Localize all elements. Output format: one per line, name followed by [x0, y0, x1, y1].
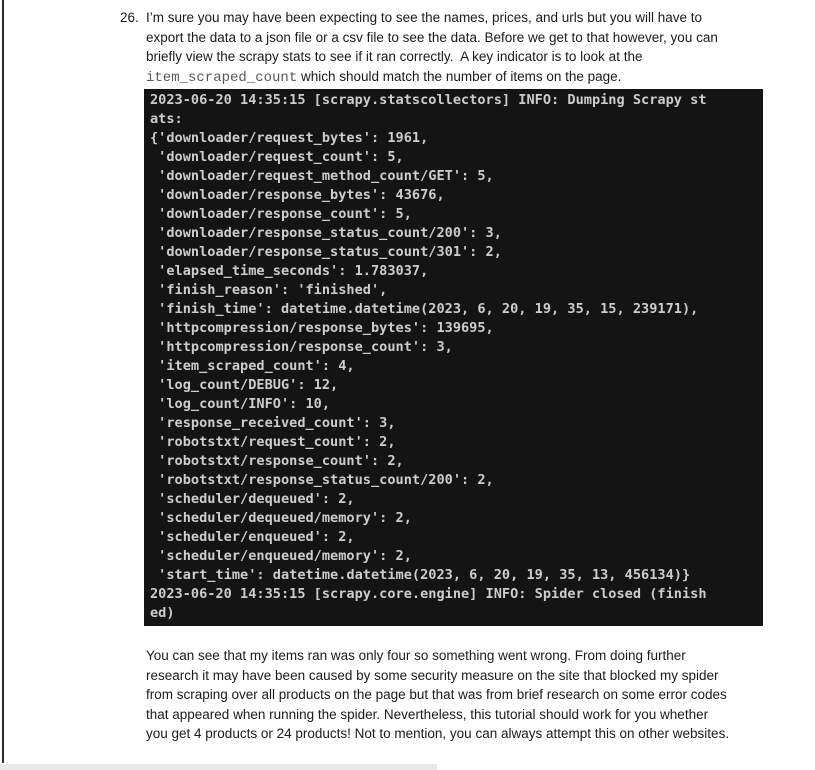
terminal-line: ats:	[150, 111, 183, 127]
intro-text-before-code: I’m sure you may have been expecting to see the names, prices, and urls but you will have to export the data to a json file or a csv file to see the data. Before we get to that however, you can briefly view the scrapy stats to see if it ran correctly. A key indicator is to look at the	[146, 10, 722, 64]
terminal-line: 'httpcompression/response_bytes': 139695,	[150, 320, 494, 336]
terminal-line: 'downloader/request_method_count/GET': 5,	[150, 168, 494, 184]
terminal-line: 'item_scraped_count': 4,	[150, 358, 355, 374]
intro-paragraph	[146, 8, 732, 88]
terminal-line: 'downloader/response_status_count/200': 3,	[150, 225, 502, 241]
terminal-line: 'scheduler/dequeued/memory': 2,	[150, 510, 412, 526]
bottom-edge-bar	[0, 764, 437, 770]
document-content	[120, 8, 790, 744]
terminal-line: 'scheduler/dequeued': 2,	[150, 491, 355, 507]
terminal-line: 'robotstxt/response_status_count/200': 2,	[150, 472, 494, 488]
terminal-line: 'response_received_count': 3,	[150, 415, 396, 431]
inline-code-item-scraped-count: item_scraped_count	[146, 69, 298, 86]
terminal-line: 'downloader/response_status_count/301': 2,	[150, 244, 502, 260]
terminal-line: 'robotstxt/request_count': 2,	[150, 434, 396, 450]
terminal-line: 2023-06-20 14:35:15 [scrapy.core.engine] INFO: Spider closed (finish	[150, 586, 707, 602]
terminal-line: 'elapsed_time_seconds': 1.783037,	[150, 263, 429, 279]
numbered-list-item-26	[120, 8, 790, 88]
terminal-line: {'downloader/request_bytes': 1961,	[150, 130, 429, 146]
terminal-line: 2023-06-20 14:35:15 [scrapy.statscollectors] INFO: Dumping Scrapy st	[150, 92, 707, 108]
terminal-line: 'log_count/DEBUG': 12,	[150, 377, 339, 393]
intro-text-after-code: which should match the number of items on the page.	[297, 68, 622, 84]
closing-paragraph: You can see that my items ran was only four so something went wrong. From doing further research it may have been caused by some security measure on the site that blocked my spider from scraping over all products on the page but that was from brief research on some error codes that appeared when running the spider. Nevertheless, this tutorial should work for you whether you get 4 products or 24 products! Not to mention, you can always attempt this on other websites.	[146, 648, 731, 741]
terminal-line: 'finish_reason': 'finished',	[150, 282, 388, 298]
terminal-line: 'start_time': datetime.datetime(2023, 6, 20, 19, 35, 13, 456134)}	[150, 567, 691, 583]
terminal-line: 'robotstxt/response_count': 2,	[150, 453, 404, 469]
terminal-line: 'finish_time': datetime.datetime(2023, 6, 20, 19, 35, 15, 239171),	[150, 301, 699, 317]
terminal-output-block	[144, 89, 763, 626]
terminal-line: 'downloader/response_count': 5,	[150, 206, 412, 222]
terminal-line: 'downloader/response_bytes': 43676,	[150, 187, 445, 203]
terminal-line: 'scheduler/enqueued': 2,	[150, 529, 355, 545]
left-border-line	[2, 0, 4, 763]
terminal-line: 'log_count/INFO': 10,	[150, 396, 331, 412]
terminal-line: 'downloader/request_count': 5,	[150, 149, 404, 165]
terminal-line: ed)	[150, 605, 175, 621]
terminal-line: 'httpcompression/response_count': 3,	[150, 339, 453, 355]
list-item-number: 26.	[120, 10, 139, 25]
terminal-line: 'scheduler/enqueued/memory': 2,	[150, 548, 412, 564]
